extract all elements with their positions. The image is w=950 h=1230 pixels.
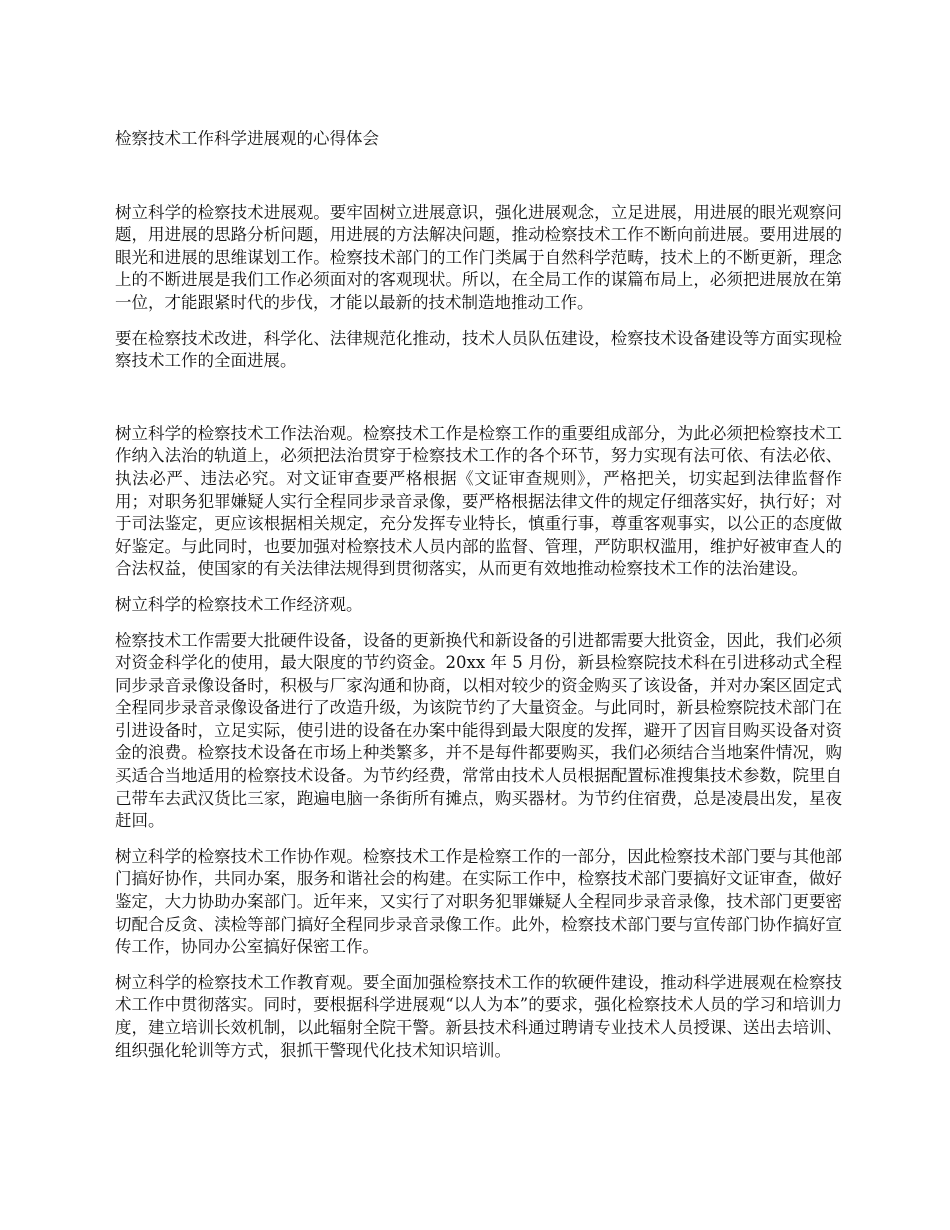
document-body — [115, 128, 842, 1075]
paragraph-cooperation-view: 树立科学的检察技术工作协作观。检察技术工作是检察工作的一部分，因此检察技术部门要与其他部门搞好协作，共同办案，服务和谐社会的构建。在实际工作中，检察技术部门要搞好文证审查，做好鉴定，大力协助办案部门。近年来，又实行了对职务犯罪嫌疑人全程同步录音录像，技术部门更要密切配合反贪、渎检等部门搞好全程同步录音录像工作。此外，检察技术部门要与宣传部门协作搞好宣传工作，协同办公室搞好保密工作。 — [115, 846, 842, 957]
document-title: 检察技术工作科学进展观的心得体会 — [115, 129, 379, 148]
paragraph-development-view: 树立科学的检察技术进展观。要牢固树立进展意识，强化进展观念，立足进展，用进展的眼光观察问题，用进展的思路分析问题，用进展的方法解决问题，推动检察技术工作不断向前进展。要用进展的眼光和进展的思维谋划工作。检察技术部门的工作门类属于自然科学范畴，技术上的不断更新，理念上的不断进展是我们工作必须面对的客观现状。所以，在全局工作的谋篇布局上，必须把进展放在第一位，才能跟紧时代的步伐，才能以最新的技术制造地推动工作。 — [115, 202, 842, 312]
paragraph-rule-of-law-view: 树立科学的检察技术工作法治观。检察技术工作是检察工作的重要组成部分，为此必须把检察技术工作纳入法治的轨道上，必须把法治贯穿于检察技术工作的各个环节，努力实现有法可依、有法必依、执法必严、违法必究。对文证审查要严格根据《文证审查规则》，严格把关，切实起到法律监督作用；对职务犯罪嫌疑人实行全程同步录音录像，要严格根据法律文件的规定仔细落实好，执行好；对于司法鉴定，更应该根据相关规定，充分发挥专业特长，慎重行事，尊重客观事实，以公正的态度做好鉴定。与此同时，也要加强对检察技术人员内部的监督、管理，严防职权滥用，维护好被审查人的合法权益，使国家的有关法律法规得到贯彻落实，从而更有效地推动检察技术工作的法治建设。 — [115, 423, 842, 579]
paragraph-economy-view: 检察技术工作需要大批硬件设备，设备的更新换代和新设备的引进都需要大批资金，因此，我们必须对资金科学化的使用，最大限度的节约资金。20xx 年 5 月份，新县检察院技术科在引进移动式全程同步录音录像设备时，积极与厂家沟通和协商，以相对较少的资金购买了该设备，并对办案区固定式全程同步录音录像设备进行了改造升级，为该院节约了大量资金。与此同时，新县检察院技术部门在引进设备时，立足实际，使引进的设备在办案中能得到最大限度的发挥，避开了因盲目购买设备对资金的浪费。检察技术设备在市场上种类繁多，并不是每件都要购买，我们必须结合当地案件情况，购买适合当地适用的检察技术设备。为节约经费，常常由技术人员根据配置标准搜集技术参数，院里自己带车去武汉货比三家，跑遍电脑一条街所有摊点，购买器材。为节约住宿费，总是凌晨出发，星夜赶回。 — [115, 630, 842, 831]
paragraph-comprehensive-progress: 要在检察技术改进，科学化、法律规范化推动，技术人员队伍建设，检察技术设备建设等方面实现检察技术工作的全面进展。 — [115, 328, 842, 371]
paragraph-education-view: 树立科学的检察技术工作教育观。要全面加强检察技术工作的软硬件建设，推动科学进展观在检察技术工作中贯彻落实。同时，要根据科学进展观“以人为本”的要求，强化检察技术人员的学习和培训力度，建立培训长效机制，以此辐射全院干警。新县技术科通过聘请专业技术人员授课、送出去培训、组织强化轮训等方式，狠抓干警现代化技术知识培训。 — [115, 972, 842, 1060]
paragraph-economy-heading: 树立科学的检察技术工作经济观。 — [115, 594, 363, 614]
